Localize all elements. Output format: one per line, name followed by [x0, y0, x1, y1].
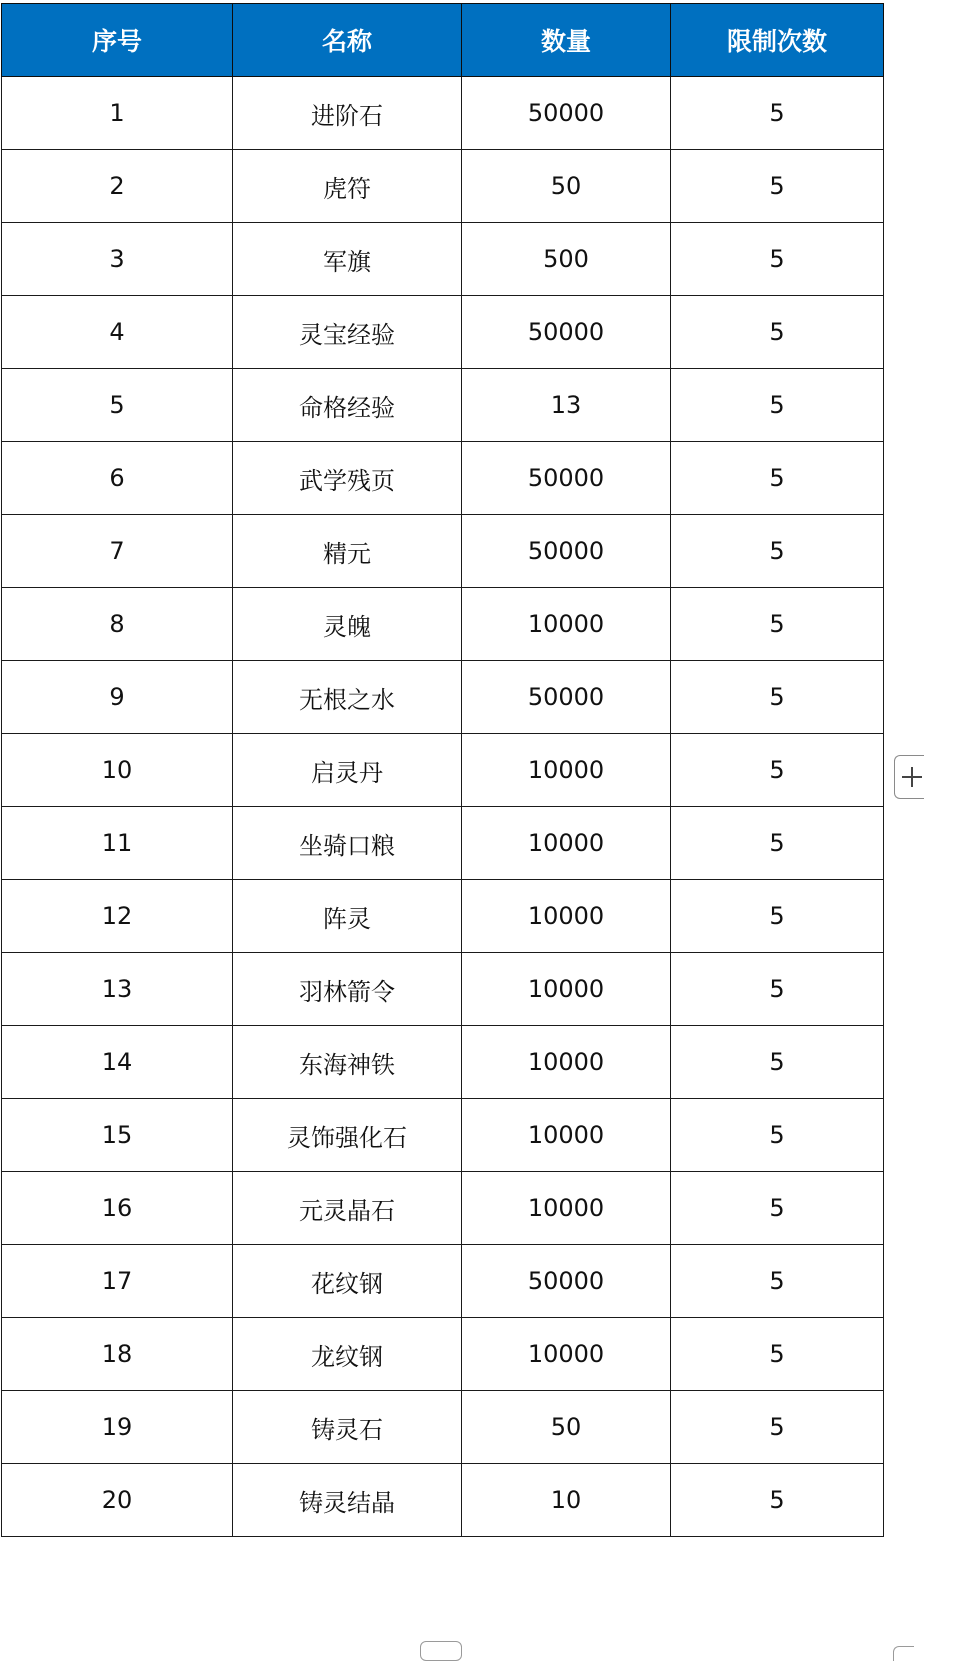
cell-quantity: 10000 — [462, 1318, 671, 1391]
table-row — [2, 1391, 884, 1464]
cell-limit: 5 — [671, 588, 884, 661]
cell-limit: 5 — [671, 369, 884, 442]
cell-limit: 5 — [671, 661, 884, 734]
table-body — [2, 77, 884, 1537]
cell-quantity: 10000 — [462, 588, 671, 661]
cell-quantity: 10000 — [462, 807, 671, 880]
table-row — [2, 223, 884, 296]
cell-name: 铸灵结晶 — [233, 1464, 462, 1537]
cell-quantity: 500 — [462, 223, 671, 296]
cell-quantity: 13 — [462, 369, 671, 442]
table-row — [2, 1026, 884, 1099]
cell-quantity: 50000 — [462, 515, 671, 588]
table-row — [2, 1099, 884, 1172]
cell-name: 元灵晶石 — [233, 1172, 462, 1245]
cell-limit: 5 — [671, 1464, 884, 1537]
table-row — [2, 1172, 884, 1245]
cell-index: 18 — [2, 1318, 233, 1391]
cell-limit: 5 — [671, 1026, 884, 1099]
header-quantity: 数量 — [462, 4, 671, 77]
cell-name: 羽林箭令 — [233, 953, 462, 1026]
cell-limit: 5 — [671, 1391, 884, 1464]
cell-index: 11 — [2, 807, 233, 880]
cell-limit: 5 — [671, 223, 884, 296]
table-row — [2, 734, 884, 807]
table-row — [2, 661, 884, 734]
cell-index: 5 — [2, 369, 233, 442]
cell-limit: 5 — [671, 1318, 884, 1391]
cell-name: 灵魄 — [233, 588, 462, 661]
cell-name: 阵灵 — [233, 880, 462, 953]
cell-quantity: 10000 — [462, 953, 671, 1026]
cell-limit: 5 — [671, 734, 884, 807]
table-row — [2, 880, 884, 953]
cell-index: 19 — [2, 1391, 233, 1464]
cell-index: 4 — [2, 296, 233, 369]
cell-index: 20 — [2, 1464, 233, 1537]
cell-index: 16 — [2, 1172, 233, 1245]
cell-quantity: 50000 — [462, 442, 671, 515]
cell-index: 8 — [2, 588, 233, 661]
cell-quantity: 50000 — [462, 1245, 671, 1318]
cell-index: 17 — [2, 1245, 233, 1318]
cell-quantity: 10000 — [462, 1026, 671, 1099]
items-table — [1, 3, 884, 1537]
cell-quantity: 10000 — [462, 734, 671, 807]
cell-name: 启灵丹 — [233, 734, 462, 807]
cell-limit: 5 — [671, 296, 884, 369]
table-row — [2, 296, 884, 369]
table-row — [2, 369, 884, 442]
panel-corner — [893, 1646, 914, 1661]
header-index: 序号 — [2, 4, 233, 77]
cell-index: 13 — [2, 953, 233, 1026]
table-row — [2, 1464, 884, 1537]
cell-limit: 5 — [671, 515, 884, 588]
cell-name: 无根之水 — [233, 661, 462, 734]
cell-index: 9 — [2, 661, 233, 734]
cell-limit: 5 — [671, 150, 884, 223]
cell-limit: 5 — [671, 880, 884, 953]
cell-name: 命格经验 — [233, 369, 462, 442]
cell-quantity: 10 — [462, 1464, 671, 1537]
cell-index: 6 — [2, 442, 233, 515]
cell-name: 花纹钢 — [233, 1245, 462, 1318]
cell-index: 1 — [2, 77, 233, 150]
cell-name: 精元 — [233, 515, 462, 588]
cell-name: 灵宝经验 — [233, 296, 462, 369]
plus-icon — [902, 767, 922, 787]
cell-index: 2 — [2, 150, 233, 223]
cell-name: 龙纹钢 — [233, 1318, 462, 1391]
cell-quantity: 50000 — [462, 296, 671, 369]
cell-name: 坐骑口粮 — [233, 807, 462, 880]
table-row — [2, 807, 884, 880]
table-row — [2, 77, 884, 150]
cell-limit: 5 — [671, 1172, 884, 1245]
items-table-container — [1, 3, 883, 1537]
cell-quantity: 50 — [462, 1391, 671, 1464]
cell-quantity: 10000 — [462, 880, 671, 953]
cell-name: 铸灵石 — [233, 1391, 462, 1464]
cell-quantity: 10000 — [462, 1172, 671, 1245]
cell-index: 14 — [2, 1026, 233, 1099]
cell-name: 虎符 — [233, 150, 462, 223]
cell-index: 7 — [2, 515, 233, 588]
header-limit: 限制次数 — [671, 4, 884, 77]
cell-index: 15 — [2, 1099, 233, 1172]
table-row — [2, 953, 884, 1026]
cell-limit: 5 — [671, 1099, 884, 1172]
table-row — [2, 150, 884, 223]
table-row — [2, 1245, 884, 1318]
cell-name: 东海神铁 — [233, 1026, 462, 1099]
cell-name: 武学残页 — [233, 442, 462, 515]
cell-limit: 5 — [671, 442, 884, 515]
cell-limit: 5 — [671, 77, 884, 150]
cell-index: 12 — [2, 880, 233, 953]
header-row — [2, 4, 884, 77]
expand-tab[interactable] — [894, 755, 924, 799]
cell-index: 10 — [2, 734, 233, 807]
cell-limit: 5 — [671, 1245, 884, 1318]
table-row — [2, 442, 884, 515]
cell-quantity: 50 — [462, 150, 671, 223]
table-header — [2, 4, 884, 77]
cell-limit: 5 — [671, 807, 884, 880]
table-row — [2, 588, 884, 661]
cell-name: 进阶石 — [233, 77, 462, 150]
cell-quantity: 10000 — [462, 1099, 671, 1172]
cell-quantity: 50000 — [462, 77, 671, 150]
header-name: 名称 — [233, 4, 462, 77]
cell-name: 军旗 — [233, 223, 462, 296]
cell-index: 3 — [2, 223, 233, 296]
cell-quantity: 50000 — [462, 661, 671, 734]
table-row — [2, 1318, 884, 1391]
resize-handle[interactable] — [420, 1641, 462, 1661]
table-row — [2, 515, 884, 588]
cell-name: 灵饰强化石 — [233, 1099, 462, 1172]
cell-limit: 5 — [671, 953, 884, 1026]
